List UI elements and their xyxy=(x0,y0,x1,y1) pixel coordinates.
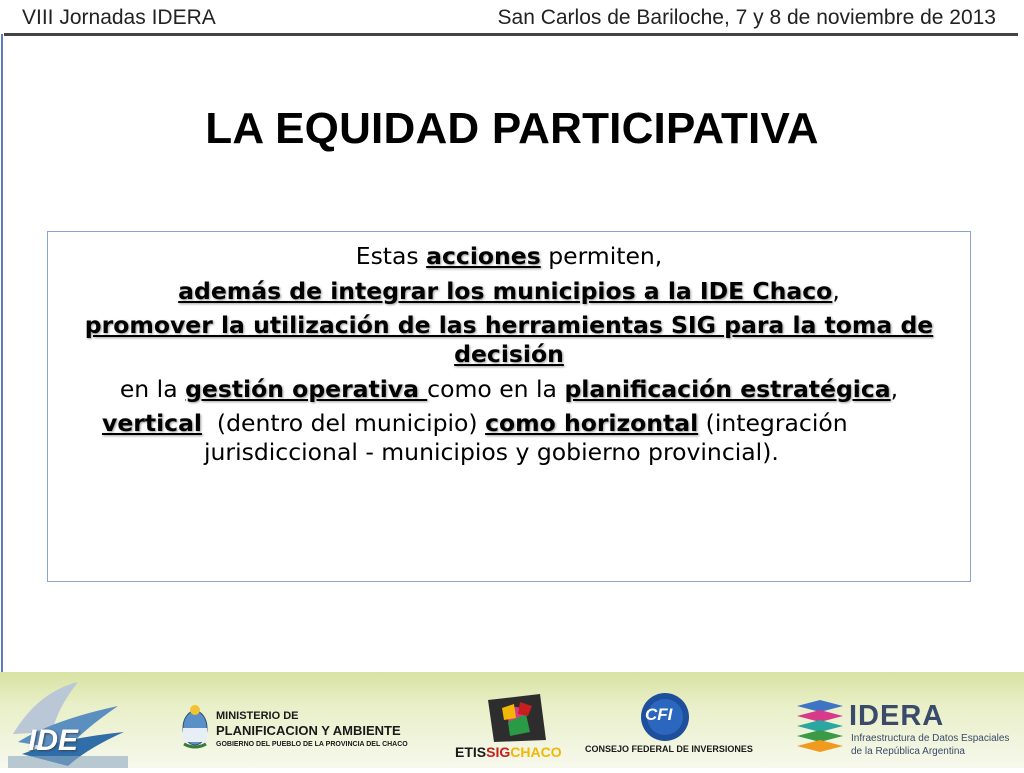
etis-sig-chaco-logo xyxy=(455,692,575,764)
coat-of-arms-icon xyxy=(180,704,210,750)
ministerio-line-3: GOBIERNO DEL PUEBLO DE LA PROVINCIA DEL CHACO xyxy=(216,741,408,748)
text-line-3 xyxy=(60,311,958,368)
slide-title: LA EQUIDAD PARTICIPATIVA xyxy=(205,104,819,153)
etis-word: ETIS xyxy=(455,744,487,760)
text-fragment: Estas xyxy=(355,242,427,270)
ministerio-logo xyxy=(180,704,450,754)
etis-sig-chaco-text xyxy=(455,744,562,760)
ide-logo-text: IDE xyxy=(28,724,79,757)
highlight-acciones: acciones xyxy=(426,242,541,270)
text-fragment: , xyxy=(890,374,899,403)
text-line-1 xyxy=(60,242,958,271)
etis-emblem-icon xyxy=(480,692,550,744)
content-box xyxy=(47,231,971,582)
slide-header xyxy=(0,0,1024,36)
text-fragment: (integración jurisdiccional - municipios y gobierno provincial). xyxy=(204,409,848,466)
highlight-vertical: vertical xyxy=(102,409,202,438)
idera-description-2: de la República Argentina xyxy=(851,746,965,757)
chaco-word: CHACO xyxy=(510,744,562,760)
highlight-integrar-municipios: además de integrar los municipios a la IDE Chaco xyxy=(178,276,833,305)
idera-layers-icon xyxy=(795,700,845,756)
text-fragment: (dentro del municipio) xyxy=(201,409,486,438)
cfi-fullname: CONSEJO FEDERAL DE INVERSIONES xyxy=(585,744,753,754)
ministerio-line-2: PLANIFICACION Y AMBIENTE xyxy=(216,723,401,738)
idera-description-1: Infraestructura de Datos Espaciales xyxy=(851,733,1010,744)
text-line-2 xyxy=(60,277,958,306)
text-fragment: como en la xyxy=(427,374,565,403)
text-fragment: , xyxy=(832,276,840,305)
event-place-date: San Carlos de Bariloche, 7 y 8 de noviembre de 2013 xyxy=(497,6,996,29)
cfi-label: CFI xyxy=(645,705,673,724)
header-divider xyxy=(4,33,1018,36)
ministerio-line-1: MINISTERIO DE xyxy=(216,710,299,722)
idera-name: IDERA xyxy=(849,700,945,732)
highlight-planificacion-estrategica: planificación estratégica xyxy=(564,374,891,403)
highlight-promover-sig: promover la utilización de las herramientas SIG para la toma de decisión xyxy=(84,311,934,368)
cfi-logo xyxy=(585,692,755,762)
highlight-como-horizontal: como horizontal xyxy=(485,409,699,438)
idera-logo xyxy=(795,700,1020,760)
text-line-5 xyxy=(60,409,958,466)
text-fragment: en la xyxy=(119,374,186,403)
event-name: VIII Jornadas IDERA xyxy=(22,6,216,29)
highlight-gestion-operativa: gestión operativa xyxy=(185,374,428,403)
text-fragment: permiten, xyxy=(540,242,663,270)
text-line-4 xyxy=(60,375,958,404)
sig-word: SIG xyxy=(486,744,511,760)
ide-chaco-logo xyxy=(8,672,128,768)
logo-footer xyxy=(0,672,1024,768)
